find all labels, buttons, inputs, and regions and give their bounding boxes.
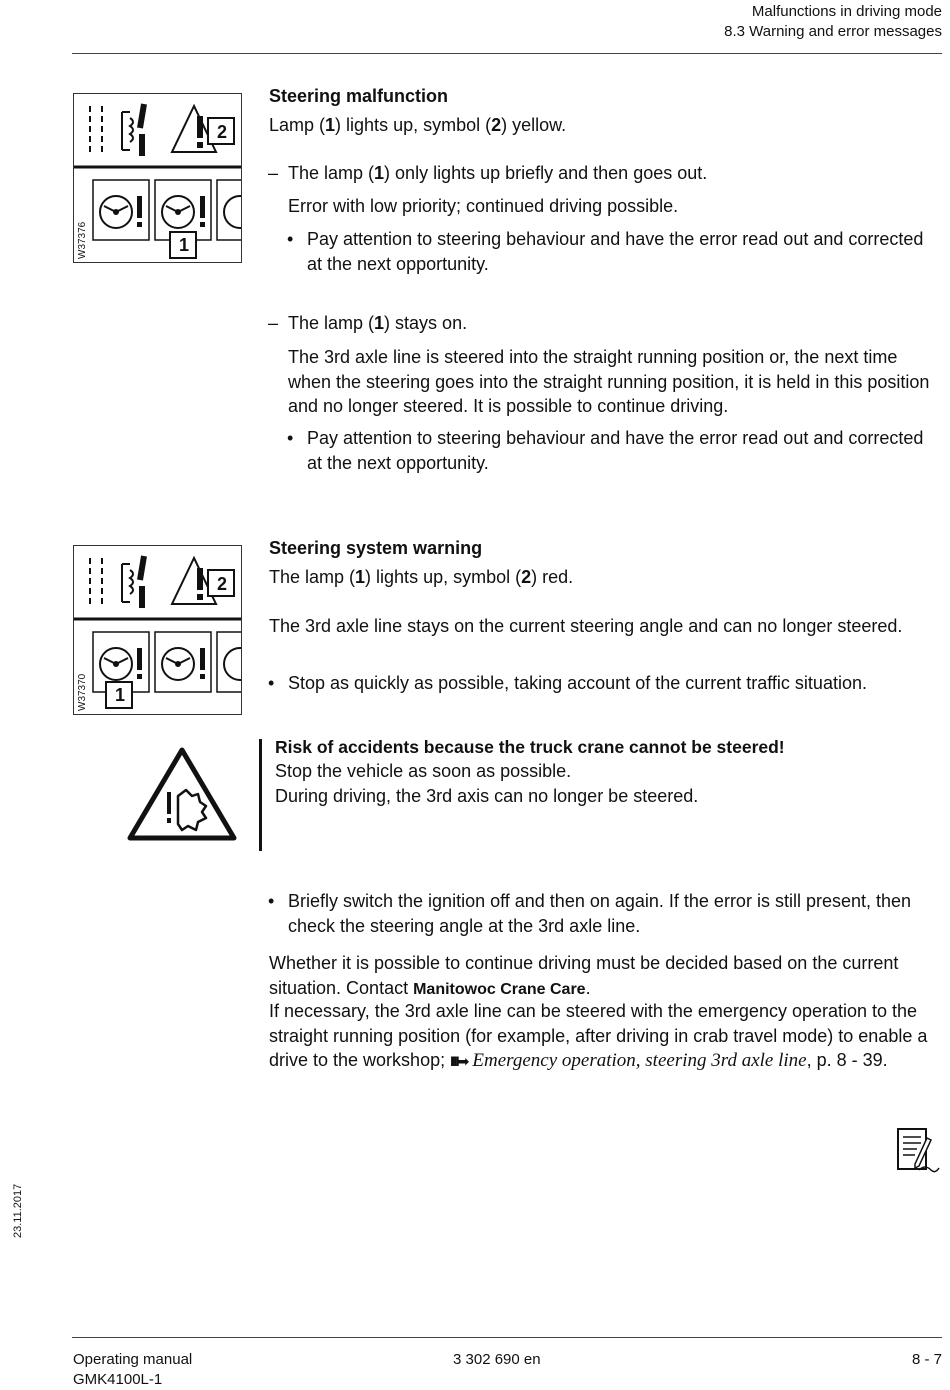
- footer-page-number: 8 - 7: [911, 1351, 942, 1368]
- intro-text: The lamp (: [269, 567, 356, 587]
- bullet-marker: •: [287, 428, 294, 448]
- emergency-paragraph: [269, 999, 937, 1074]
- case-text: ) only lights up briefly and then goes out.: [384, 163, 708, 183]
- figure-code: W37376: [77, 221, 88, 259]
- bullet-marker: •: [268, 891, 275, 911]
- warning-bar: [259, 739, 262, 851]
- figure-label-symbol: 2: [216, 122, 227, 142]
- manual-icon: [895, 1126, 941, 1176]
- figure-code: W37370: [77, 673, 88, 711]
- reference-page: , p. 8 - 39.: [806, 1050, 888, 1070]
- cross-reference-link[interactable]: Emergency operation, steering 3rd axle line: [472, 1050, 807, 1071]
- footer-manual: [73, 1350, 192, 1390]
- intro-text: Lamp (: [269, 115, 326, 135]
- intro-text: ) lights up, symbol (: [365, 567, 522, 587]
- figure-label-lamp: 1: [178, 235, 189, 255]
- bullet-text: Briefly switch the ignition off and then on again. If the error is still present, then check the steering angle at the 3rd axle line.: [288, 891, 912, 936]
- intro-num: 2: [491, 115, 502, 135]
- section1-intro: [269, 113, 566, 138]
- case-lamp-briefly: [268, 161, 938, 186]
- header-chapter: Malfunctions in driving mode: [751, 3, 942, 20]
- intro-num: 1: [355, 567, 366, 587]
- section-title-steering-malfunction: Steering malfunction: [269, 86, 449, 106]
- case1-text: Error with low priority; continued driving possible.: [288, 196, 679, 216]
- intro-text: ) red.: [531, 567, 574, 587]
- paragraph-text: If necessary, the 3rd axle line can be steered with the emergency operation to the straight running position (for example, after driving in crab travel mode) to enable a drive to the workshop;: [269, 1001, 928, 1070]
- case1-bullet: [287, 227, 937, 276]
- intro-num: 2: [521, 567, 532, 587]
- case2-text: The 3rd axle line is steered into the straight running position or, the next time when the steering goes into the straight running position, it is held in this position and no longer steered. It is possible to continue driving.: [288, 347, 930, 416]
- warning-line1: Stop the vehicle as soon as possible.: [275, 761, 572, 781]
- warning-line2: During driving, the 3rd axis can no longer be steered.: [275, 786, 699, 806]
- bullet-text: Pay attention to steering behaviour and have the error read out and corrected at the next opportunity.: [307, 229, 924, 274]
- dash-marker: –: [268, 313, 279, 333]
- section2-bullet: [268, 671, 948, 696]
- dash-marker: –: [268, 163, 279, 183]
- steering-warning-figure: [73, 545, 242, 715]
- case-num: 1: [374, 163, 385, 183]
- intro-text: ) yellow.: [501, 115, 567, 135]
- ignition-bullet: [268, 889, 944, 938]
- brand-name: Manitowoc Crane Care: [413, 980, 586, 998]
- case-text: The lamp (: [288, 163, 375, 183]
- bullet-marker: •: [268, 673, 275, 693]
- continue-paragraph: [269, 951, 929, 1002]
- section-title-steering-system-warning: Steering system warning: [269, 538, 483, 558]
- header-section: 8.3 Warning and error messages: [724, 23, 942, 40]
- reference-arrow-icon: IIII➡: [450, 1053, 468, 1069]
- intro-num: 1: [325, 115, 336, 135]
- steering-malfunction-figure: [73, 93, 242, 263]
- paragraph-text: Whether it is possible to continue driving must be decided based on the current situation. Contact: [269, 953, 899, 998]
- case-text: ) stays on.: [384, 313, 468, 333]
- case2-bullet: [287, 426, 937, 475]
- header-rule: [72, 53, 942, 54]
- footer-model: GMK4100L-1: [73, 1371, 163, 1388]
- page-header: [724, 2, 942, 42]
- section2-intro: [269, 565, 573, 590]
- case-lamp-stays-on: [268, 311, 938, 336]
- warning-triangle-icon: [126, 746, 238, 842]
- bullet-text: Pay attention to steering behaviour and have the error read out and corrected at the next opportunity.: [307, 428, 924, 473]
- footer-rule: [72, 1337, 942, 1338]
- case-text: The lamp (: [288, 313, 375, 333]
- footer-manual-title: Operating manual: [73, 1351, 193, 1368]
- bullet-marker: •: [287, 229, 294, 249]
- paragraph-text: .: [585, 977, 591, 998]
- figure-label-symbol: 2: [216, 574, 227, 594]
- intro-text: ) lights up, symbol (: [335, 115, 492, 135]
- bullet-text: Stop as quickly as possible, taking account of the current traffic situation.: [288, 673, 867, 693]
- figure-label-lamp: 1: [114, 685, 125, 705]
- case-num: 1: [374, 313, 385, 333]
- section2-text: The 3rd axle line stays on the current steering angle and can no longer steered.: [269, 616, 903, 636]
- side-date: 23.11.2017: [12, 1183, 24, 1238]
- footer-doc-number: 3 302 690 en: [453, 1351, 541, 1368]
- warning-title: Risk of accidents because the truck crane cannot be steered!: [275, 737, 785, 757]
